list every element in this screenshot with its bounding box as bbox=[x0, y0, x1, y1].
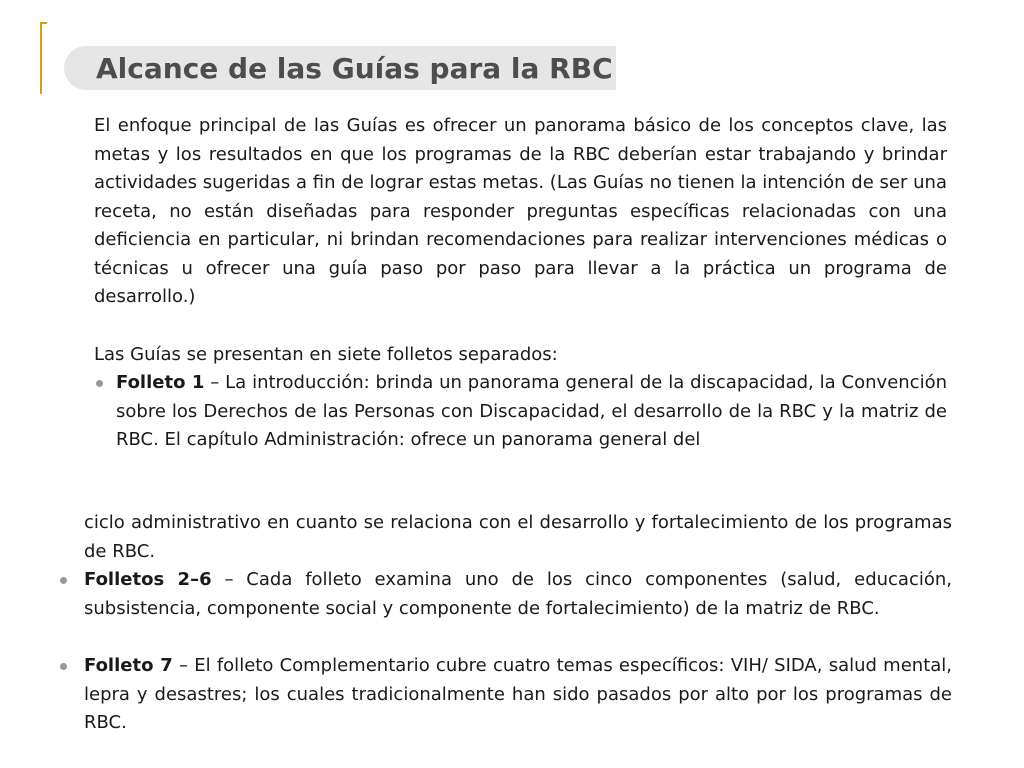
list-item-text: – Cada folleto examina uno de los cinco componentes (salud, educación, subsistencia, componente social y componente de fortalecimiento) de la matriz de RBC. bbox=[84, 569, 952, 619]
list-item-folletos-2-6 bbox=[84, 566, 952, 623]
page-title: Alcance de las Guías para la RBC bbox=[96, 52, 613, 85]
bullet-icon bbox=[60, 577, 67, 584]
list-item-text: – El folleto Complementario cubre cuatro temas específicos: VIH/ SIDA, salud mental, lepra y desastres; los cuales tradicionalmente han sido pasados por alto por los programas de RBC. bbox=[84, 655, 952, 733]
list-item-continuation: ciclo administrativo en cuanto se relaciona con el desarrollo y fortalecimiento de los programas de RBC. bbox=[84, 512, 952, 562]
list-item-text: – La introducción: brinda un panorama general de la discapacidad, la Convención sobre los Derechos de las Personas con Discapacidad, el desarrollo de la RBC y la matriz de RBC. El capítulo Administración: ofrece un panorama general del bbox=[116, 372, 947, 450]
list-item-label: Folleto 7 bbox=[84, 655, 173, 676]
list-item-label: Folleto 1 bbox=[116, 372, 205, 393]
list-item-label: Folletos 2–6 bbox=[84, 569, 212, 590]
bullet-icon bbox=[60, 663, 67, 670]
bullet-icon bbox=[96, 380, 103, 387]
intro-paragraph: El enfoque principal de las Guías es ofrecer un panorama básico de los conceptos clave, las metas y los resultados en que los programas de la RBC deberían estar trabajando y brindar actividades sugeridas a fin de lograr estas metas. (Las Guías no tienen la intención de ser una receta, no están diseñadas para responder preguntas específicas relacionadas con una deficiencia en particular, ni brindan recomendaciones para realizar intervenciones médicas o técnicas u ofrecer una guía paso por paso para llevar a la práctica un programa de desarrollo.) bbox=[94, 115, 947, 307]
list-intro: Las Guías se presentan en siete folletos separados: bbox=[94, 344, 558, 365]
list-item-folleto-7 bbox=[84, 652, 952, 738]
accent-bracket bbox=[40, 22, 47, 94]
list-item-folleto-1 bbox=[116, 369, 947, 455]
